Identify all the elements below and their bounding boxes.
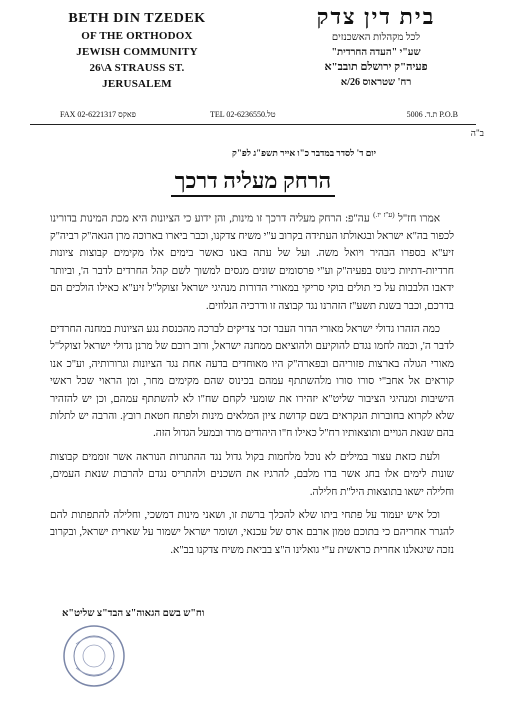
court-seal-stamp [62,624,126,688]
body-paragraph-2: כמה הזהרו גדולי ישראל מאורי הדור העבר זכר צדיקים לברכה מהכנסת נגע הציונות במחנה החרדים לדבר ה', וכמה לחמו נגדם להוקיעם ולהוציאם ממחנה ישראל, ורוב רובם של מרנן גדולי ישראל זצוקל"ל מאורי הגולה בארצות פזוריהם ובפארה"ק היו מאוחדים בדעה אחת נגד הציונות וגרורותיה, וע"כ אנו קוראים אל אחב"י סורו סורו מלהשתתף עמהם בכינוס שהם מקימים מחר, ומן הראוי שכל ראשי הישיבות ומנהיגי הציבור שליט"א יזהירו את שומעי לקחם שח"ו לא להשתתף עמהם, וכן יש להזהיר שלא לקרוא בחוברות הנקראים בשם קדושת ציון המלאים מינות ולפתח חטאת רובץ. והרבה יש לתלות בהם שנאת הגויים ותוצאותיו רח"ל כאילו ח"ו היהודים מרד ובמעל הגדול הזה. [50,323,454,440]
document-date: יום ד' לסדר במדבר כ"ו אייר תשפ"ג לפ"ק [232,148,376,158]
document-body [50,207,454,565]
address-english-city: JERUSALEM [102,78,172,90]
org-line-english-2: OF THE ORTHODOX [81,30,193,42]
body-paragraph-3: ולעת כזאת עצור במילים לא נוכל מלחמות בקול גדול נגד ההתגרות הנוראה אשר זוממים קבוצות שונות לימים אלו בחג אשר בדו מלבם, להרגיז את השכנים ולהתריס נגדם להרבות שנאת העמים, וחלילה ישאו בתוצאות היל"ת חלילה. [50,451,454,498]
fax-number: FAX 02-6221317 פאקס [60,110,136,119]
document-title: הרחק מעליה דרכך [171,168,335,197]
letterhead-hebrew [276,4,476,90]
body-paragraph-1 [50,207,454,315]
signature-line: וח"ש בשם הגאוה"צ הבד"צ שליט"א [62,608,205,619]
body-paragraph-4: וכל איש יעמוד על פתחי ביתו שלא להכלך ברשת זו, ושאני מינות דמשכי, וחלילה להתפתות להם להגרר אחריהם כי בתוכם טמון ארבם ארס של עכנאי, ושומר ישראל ישמור על שארית ישראל, ובקרוב נזכה שיגאלנו אחרית כראשית ע"י גואלינו ה"צ בביאת משיח צדקנו בב"א. [50,510,454,556]
document-title-wrap [0,168,506,194]
letterhead-english [52,10,222,92]
org-line-hebrew-2: לכל מקהלות האשכנזים [331,32,421,43]
org-line-hebrew-3: שע"י "העדה החרדית" [331,47,421,58]
bh-mark: ב"ה [470,128,484,138]
letterhead-divider [30,124,476,125]
po-box: ת.ד. 5006 P.O.B [406,110,458,119]
telephone-number: TEL 02-6236550.טל [210,110,276,119]
paragraph-1-text: עה"פ: הרחק מעליה דרכך זו מינות, והן ידוע כי הציונות היא מכת המינות בדורינו לכפור בה"א ישראל ובגאולתו העתידה בקרוב ע"י משיח צדקנו, וכבר ביארו בארוכה מרן הגאה"ק רביה"ק זיע"א בספרו הבהיר ויואל משה. ועל של עתה באנו כאשר בימים אלו מקימים קבוצות ציונות חרדיות-דתיות כינוס בפעיה"ק וע"י פרסומים שונים מנסים למשוך לשם קהל החרדים לדבר ה', וביותר ידאבו הלבבות על כי תולים בוקי סריקי במאורי הדורות מנהיגי ישראל זצוקל"ל זיע"א כאילו הולכים הם בדרכם, וכבר בשנת תשע"ז הזהרנו נגד קבוצה זו ודרכיה הנלוזים. [50,213,454,312]
address-hebrew: רח' שטראוס 26/א [340,77,412,88]
address-english-street: 26\A STRAUSS ST. [89,62,185,74]
org-name-english: BETH DIN TZEDEK [68,11,206,26]
contact-line [60,110,466,124]
org-line-hebrew-4: פעיה"ק ירושלם תובב"א [324,61,428,73]
org-line-english-3: JEWISH COMMUNITY [76,46,198,58]
org-name-hebrew: בית דין צדק [316,4,436,29]
source-reference: (ע"ז יז.) [373,211,395,219]
paragraph-1-opening: אמרו חז"ל [397,213,440,225]
